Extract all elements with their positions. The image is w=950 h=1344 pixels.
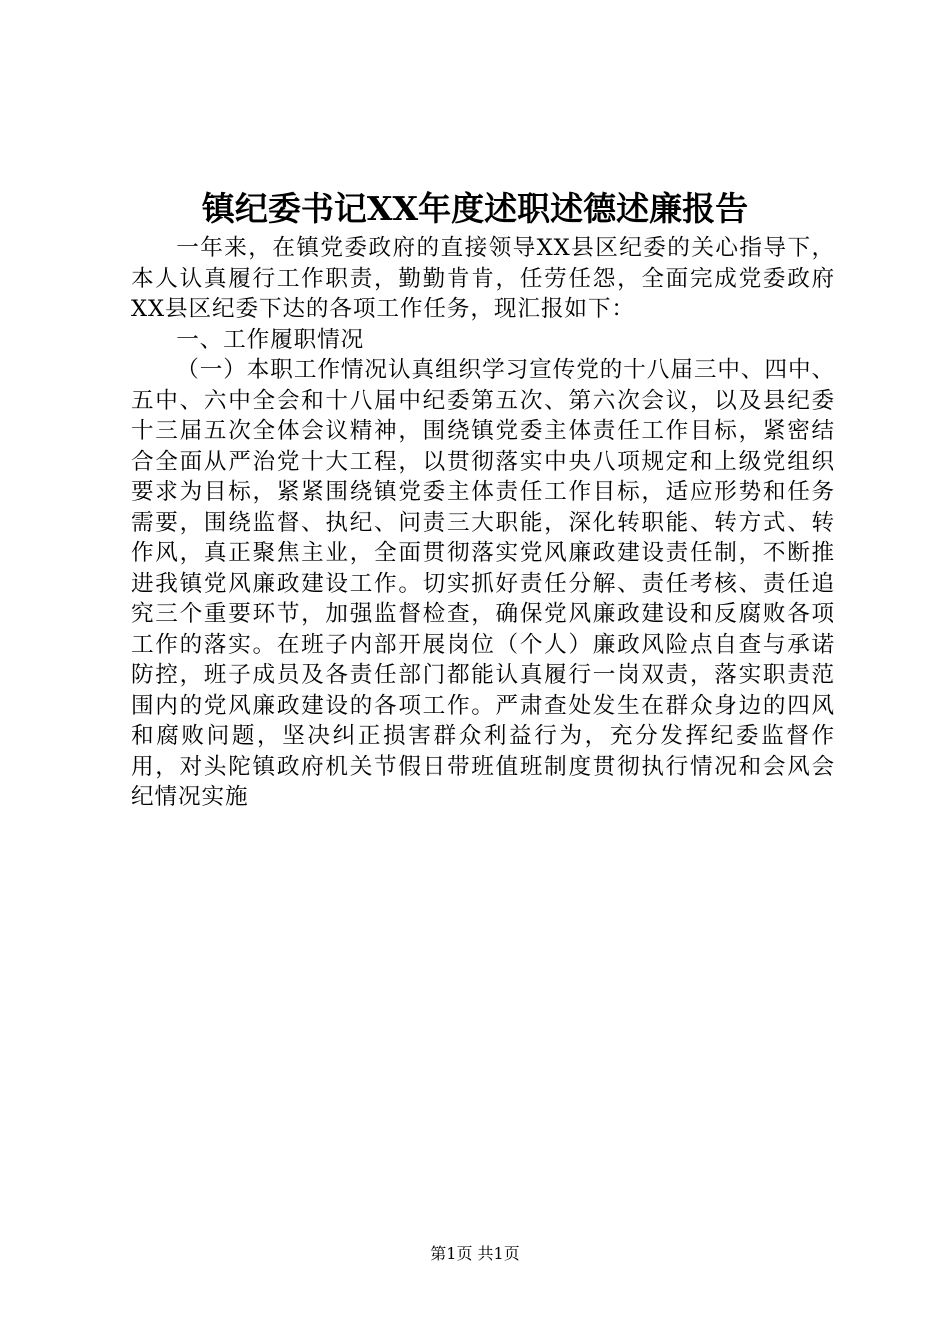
paragraph-intro: 一年来，在镇党委政府的直接领导XX县区纪委的关心指导下，本人认真履行工作职责，勤勤肯肯，任劳任怨，全面完成党委政府XX县区纪委下达的各项工作任务，现汇报如下：	[131, 235, 835, 322]
paragraph-work-details: （一）本职工作情况认真组织学习宣传党的十八届三中、四中、五中、六中全会和十八届中纪委第五次、第六次会议，以及县纪委十三届五次全体会议精神，围绕镇党委主体责任工作目标，紧密结合全面从严治党十大工程，以贯彻落实中央八项规定和上级党组织要求为目标，紧紧围绕镇党委主体责任工作目标，适应形势和任务需要，围绕监督、执纪、问责三大职能，深化转职能、转方式、转作风，真正聚焦主业，全面贯彻落实党风廉政建设责任制，不断推进我镇党风廉政建设工作。切实抓好责任分解、责任考核、责任追究三个重要环节，加强监督检查，确保党风廉政建设和反腐败各项工作的落实。在班子内部开展岗位（个人）廉政风险点自查与承诺防控，班子成员及各责任部门都能认真履行一岗双责，落实职责范围内的党风廉政建设的各项工作。严肃查处发生在群众身边的四风和腐败问题，坚决纠正损害群众利益行为，充分发挥纪委监督作用，对头陀镇政府机关节假日带班值班制度贯彻执行情况和会风会纪情况实施	[131, 357, 835, 810]
paragraph-section-heading: 一、工作履职情况	[176, 326, 365, 353]
document-title: 镇纪委书记XX年度述职述德述廉报告	[201, 189, 749, 228]
page-number-footer: 第1页 共1页	[430, 1244, 520, 1263]
document-body	[131, 233, 835, 813]
